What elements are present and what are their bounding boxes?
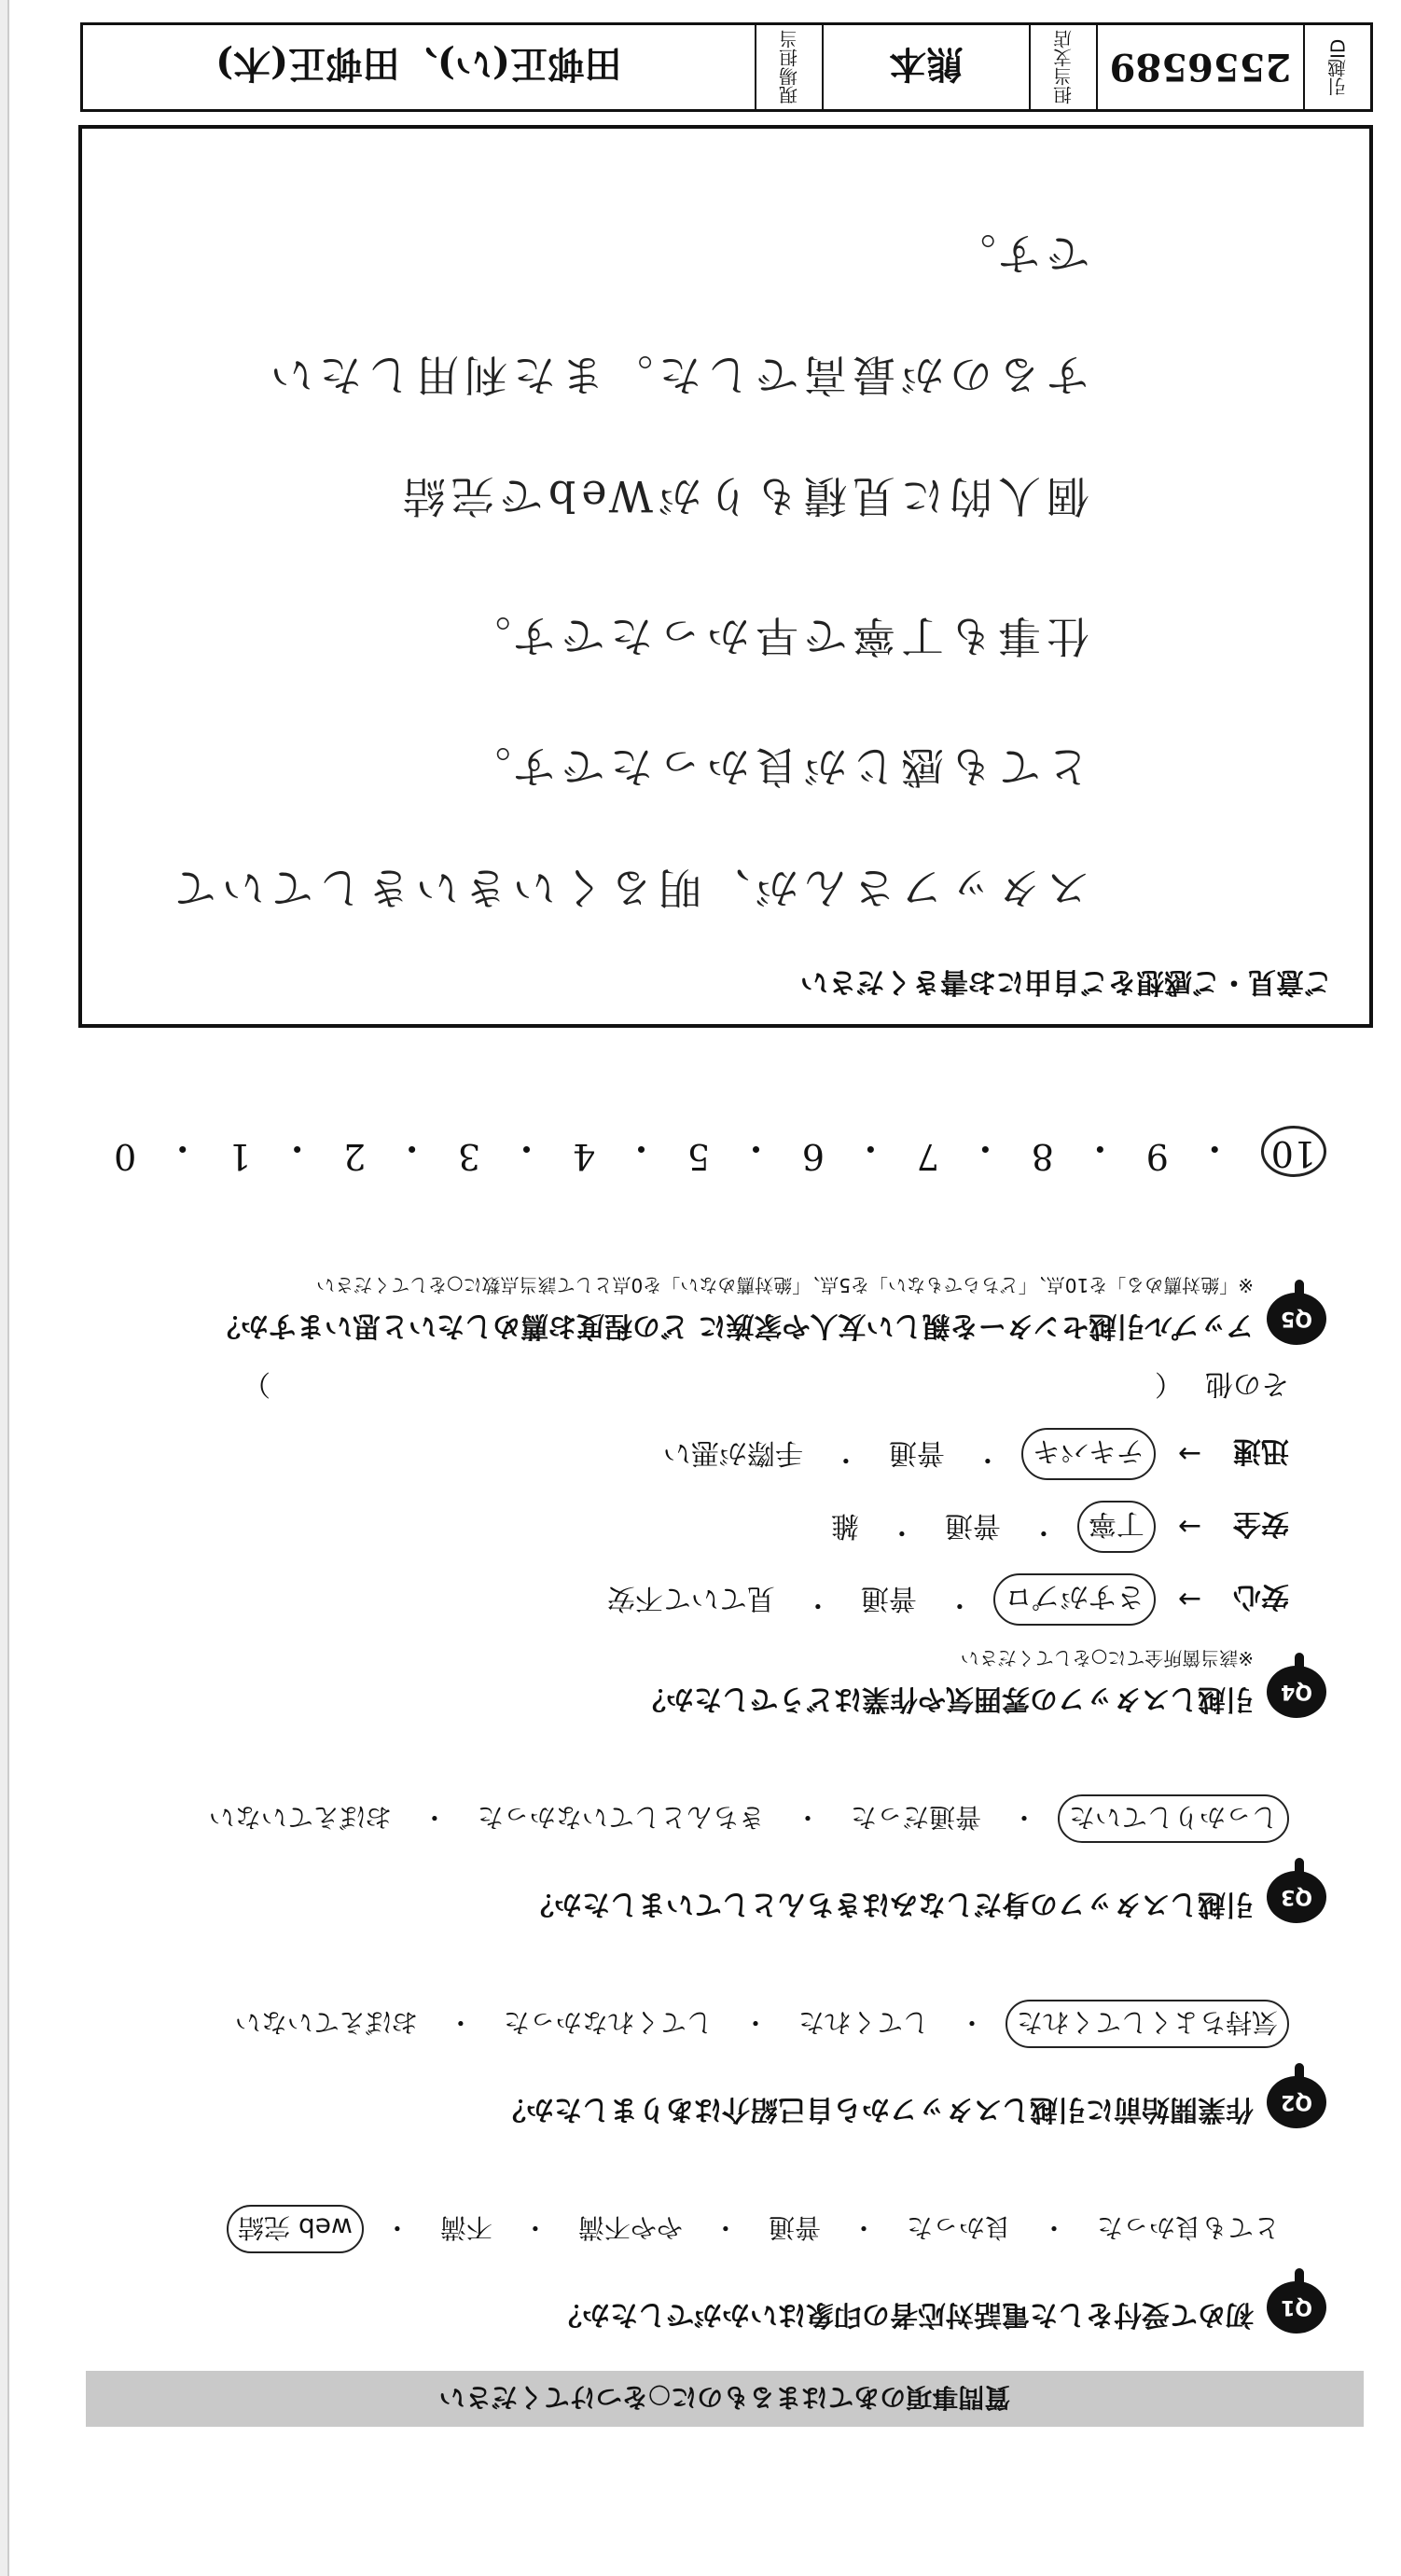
scale-separator: ・ [1082, 1128, 1118, 1169]
id-label: 引越ID [1303, 25, 1370, 109]
q3-option: おぼえていない [208, 1802, 392, 1833]
scale-number: 1 [229, 1136, 252, 1177]
scale-separator: ・ [279, 1128, 315, 1169]
scale-separator: ・ [738, 1128, 774, 1169]
option-separator: ・ [850, 2212, 877, 2243]
q4-option: 普通 [944, 1509, 1001, 1542]
scale-separator: ・ [623, 1128, 659, 1169]
q1-option: 不満 [439, 2212, 492, 2243]
comment-title: ご意見・ご感想をご自由にお書きください [800, 965, 1332, 998]
option-separator: ・ [888, 1517, 915, 1548]
q5-badge: Q5 [1267, 1293, 1326, 1345]
q3-option: 普通だった [850, 1802, 981, 1833]
option-separator: ・ [1030, 1517, 1057, 1548]
scale-separator: ・ [1197, 1128, 1233, 1169]
option-separator: ・ [974, 1445, 1001, 1475]
comment-box [78, 125, 1373, 1028]
option-separator: ・ [794, 1802, 821, 1833]
q4-row [95, 1501, 1289, 1553]
q4-option: テキパキ [1021, 1428, 1156, 1480]
comment-line-6: です。 [947, 229, 1089, 279]
q4-note: ※該当箇所全てに○をしてください [960, 1647, 1254, 1669]
q4-option: 雑 [830, 1509, 859, 1542]
q4-other-label: その他 [1205, 1367, 1289, 1400]
leader-value: 田邨正(い)、田邨正(木) [215, 42, 622, 87]
q4-option: 普通 [860, 1582, 917, 1614]
q2-option: してくれた [798, 2007, 929, 2038]
scale-number: 10 [1261, 1126, 1326, 1177]
q1-options [95, 2205, 1289, 2253]
q2-option: してくれなかった [503, 2007, 713, 2038]
scale-number: 0 [114, 1136, 137, 1177]
q5-note: ※「絶対薦める」を10点、「どちらでもない」を5点、「絶対薦めない」を0点として該当点数に○をしてください [316, 1274, 1254, 1296]
paper-edge [0, 0, 9, 2576]
instruction-banner: 質問事項のあてはまるものに○をつけてください [86, 2371, 1364, 2427]
question-4 [95, 1366, 1326, 1718]
scale-separator: ・ [967, 1128, 1004, 1169]
q1-option: 良かった [906, 2212, 1011, 2243]
scale-number: 5 [687, 1136, 711, 1177]
q4-badge: Q4 [1267, 1666, 1326, 1718]
scale-number: 8 [1031, 1136, 1054, 1177]
scale-number: 2 [343, 1136, 367, 1177]
question-1 [95, 2205, 1326, 2334]
scale-separator: ・ [508, 1128, 545, 1169]
comment-line-5: するのが最高でした。また利用したい [265, 350, 1089, 400]
question-3 [95, 1794, 1326, 1923]
q4-row [95, 1428, 1289, 1480]
q1-option: web 完結 [227, 2205, 364, 2253]
arrow-icon: → [1177, 1583, 1201, 1616]
q2-badge: Q2 [1267, 2076, 1326, 2128]
q1-option: やや不満 [577, 2212, 683, 2243]
comment-line-2: とても感じが良かったです。 [462, 741, 1089, 792]
scale-number: 7 [916, 1136, 939, 1177]
q2-options [95, 2000, 1289, 2048]
q1-option: 普通 [768, 2212, 821, 2243]
q5-scale [114, 1126, 1326, 1177]
q4-other-row [95, 1366, 1289, 1407]
q1-option: とても良かった [1096, 2212, 1280, 2243]
arrow-icon: → [1177, 1510, 1201, 1544]
q3-text: 引越しスタッフの身だしなみはきちんとしていましたか？ [526, 1888, 1254, 1920]
q3-options [95, 1794, 1289, 1843]
option-separator: ・ [383, 2212, 410, 2243]
q4-option: 見ていて不安 [606, 1582, 775, 1614]
option-separator: ・ [804, 1590, 831, 1621]
comment-line-4: 個人的に見積もりがWebで完結 [396, 471, 1089, 521]
q2-option: おぼえていない [234, 2007, 418, 2038]
question-5 [95, 1273, 1326, 1345]
question-2 [95, 2000, 1326, 2128]
option-separator: ・ [447, 2007, 474, 2038]
comment-line-1: スタッフさんが、明るくいきいきしていて [168, 863, 1089, 913]
q4-option: さすがプロ [993, 1573, 1156, 1626]
q3-badge: Q3 [1267, 1871, 1326, 1923]
q2-text: 作業開始前に引越しスタッフから自己紹介はありましたか？ [498, 2093, 1254, 2126]
q4-other-close: ） [243, 1367, 270, 1400]
scale-number: 3 [457, 1136, 481, 1177]
option-separator: ・ [832, 1445, 859, 1475]
option-separator: ・ [742, 2007, 769, 2038]
header-table [80, 22, 1373, 112]
branch-value: 熊本 [822, 25, 1029, 109]
scale-number: 9 [1145, 1136, 1169, 1177]
q4-other-open: （ [1155, 1367, 1183, 1400]
q4-row [95, 1573, 1289, 1626]
q2-option: 気持ちよくしてくれた [1006, 2000, 1289, 2048]
q4-option: 普通 [888, 1436, 945, 1469]
q4-option: 手際が悪い [662, 1436, 803, 1469]
q4-row-label: 安全 [1233, 1507, 1289, 1540]
q4-row-label: 迅速 [1233, 1434, 1289, 1467]
option-separator: ・ [1010, 1802, 1037, 1833]
q1-text: 初めて受付をした電話対応者の印象はいかがでしたか？ [554, 2298, 1254, 2331]
q4-option: 丁寧 [1077, 1501, 1156, 1553]
scale-separator: ・ [394, 1128, 430, 1169]
option-separator: ・ [712, 2212, 739, 2243]
q3-option: しっかりしていた [1058, 1794, 1289, 1843]
q4-rows [95, 1428, 1326, 1626]
option-separator: ・ [946, 1590, 973, 1621]
q4-row-label: 安心 [1233, 1580, 1289, 1613]
option-separator: ・ [1040, 2212, 1067, 2243]
leader-label: 現場担当 [755, 25, 822, 109]
branch-label: 担当支店 [1029, 25, 1096, 109]
scale-number: 4 [572, 1136, 596, 1177]
q5-text: アップル引越センターを親しい友人や家族に どの程度お薦めしたいと思いますか？ [213, 1309, 1254, 1342]
option-separator: ・ [958, 2007, 985, 2038]
scale-separator: ・ [164, 1128, 201, 1169]
id-value: 2556589 [1096, 25, 1303, 109]
option-separator: ・ [521, 2212, 548, 2243]
q1-badge: Q1 [1267, 2281, 1326, 2334]
scale-separator: ・ [853, 1128, 889, 1169]
scale-number: 6 [801, 1136, 825, 1177]
comment-line-3: 仕事も丁寧で早かったです。 [462, 611, 1089, 661]
option-separator: ・ [421, 1802, 448, 1833]
q3-option: きちんとしていなかった [477, 1802, 765, 1833]
arrow-icon: → [1177, 1437, 1201, 1471]
q4-text: 引越しスタッフの雰囲気や作業はどうでしたか？ [638, 1683, 1254, 1715]
